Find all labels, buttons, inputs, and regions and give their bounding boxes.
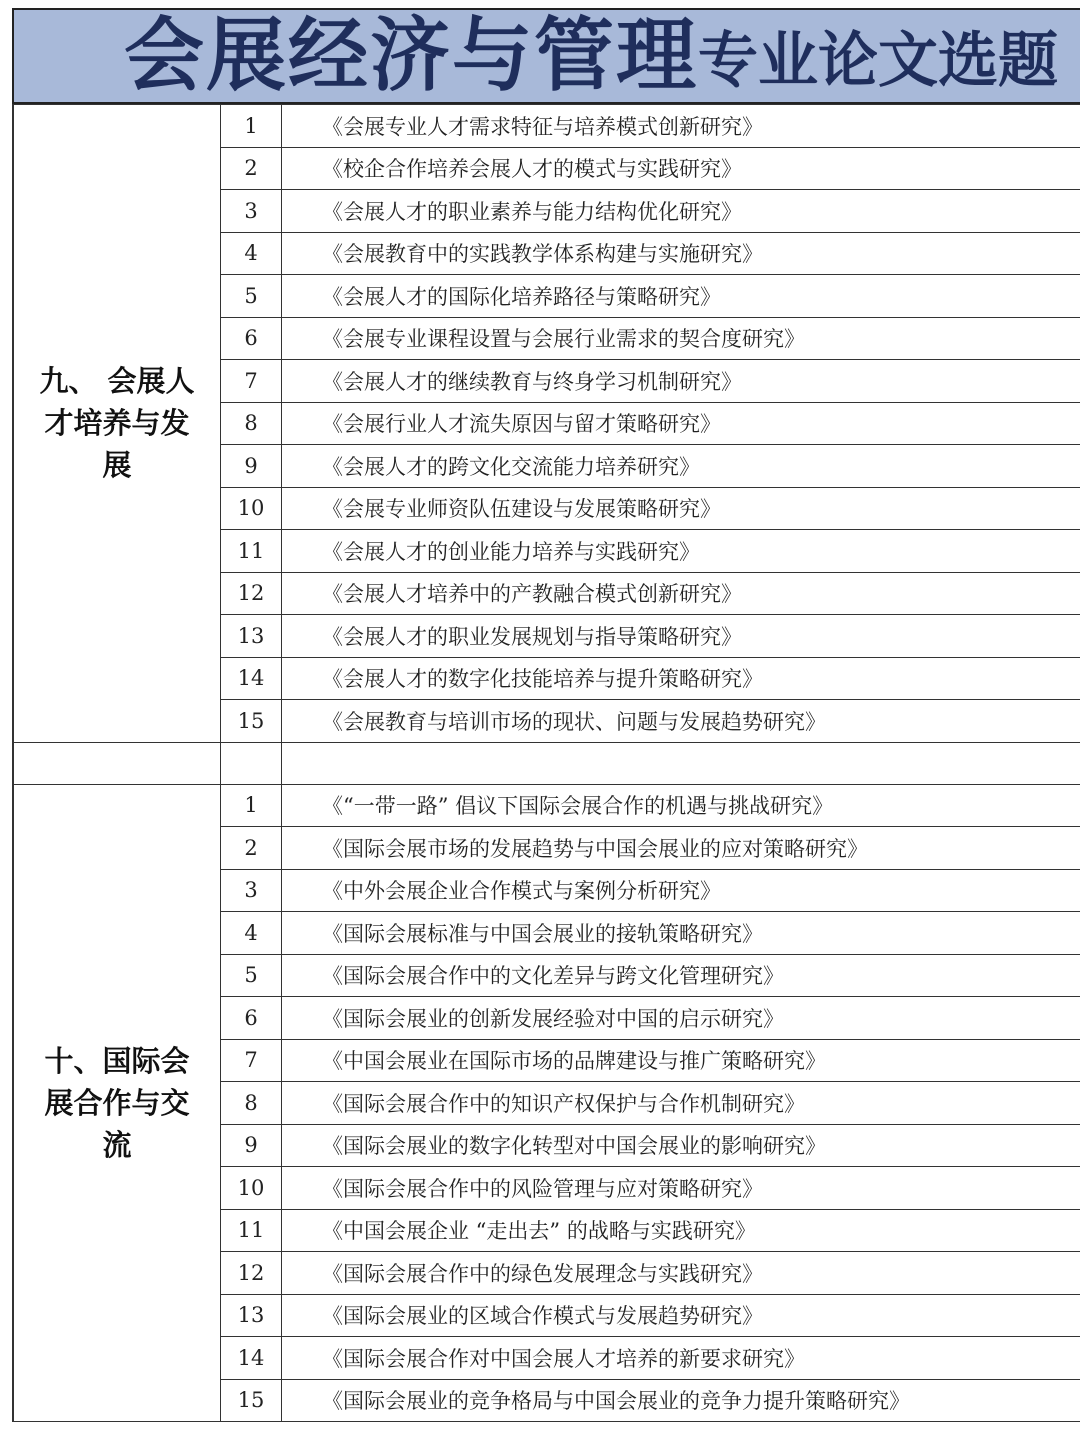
topic-number: 8 [221, 402, 282, 445]
table-row [13, 784, 1080, 827]
topic-number: 2 [221, 147, 282, 190]
topic-number: 2 [221, 827, 282, 870]
topic-title: 《中国会展业在国际市场的品牌建设与推广策略研究》 [282, 1039, 1080, 1082]
topic-title: 《中外会展企业合作模式与案例分析研究》 [282, 869, 1080, 912]
topic-title: 《会展人才培养中的产教融合模式创新研究》 [282, 572, 1080, 615]
topic-title: 《会展人才的职业发展规划与指导策略研究》 [282, 615, 1080, 658]
topic-number: 9 [221, 1124, 282, 1167]
topic-number: 8 [221, 1082, 282, 1125]
topic-number: 14 [221, 1337, 282, 1380]
topic-title: 《国际会展业的数字化转型对中国会展业的影响研究》 [282, 1124, 1080, 1167]
topic-title: 《会展人才的国际化培养路径与策略研究》 [282, 275, 1080, 318]
topic-number: 15 [221, 1379, 282, 1422]
topic-title: 《国际会展市场的发展趋势与中国会展业的应对策略研究》 [282, 827, 1080, 870]
topic-title: 《国际会展合作中的绿色发展理念与实践研究》 [282, 1252, 1080, 1295]
topics-table [12, 104, 1080, 1422]
topic-number: 7 [221, 1039, 282, 1082]
topic-number: 11 [221, 530, 282, 573]
topic-number: 6 [221, 317, 282, 360]
section-category-label: 十、国际会展合作与交流 [44, 1043, 190, 1162]
topic-title: 《国际会展合作中的知识产权保护与合作机制研究》 [282, 1082, 1080, 1125]
page-title-sub: 专业论文选题 [698, 26, 1058, 96]
topic-title: 《会展人才的职业素养与能力结构优化研究》 [282, 190, 1080, 233]
topic-number: 3 [221, 190, 282, 233]
topic-title: 《国际会展合作中的文化差异与跨文化管理研究》 [282, 954, 1080, 997]
title-banner [12, 8, 1080, 104]
topic-title: 《会展教育与培训市场的现状、问题与发展趋势研究》 [282, 700, 1080, 743]
document-sheet [12, 8, 1080, 1422]
topic-title: 《国际会展业的竞争格局与中国会展业的竞争力提升策略研究》 [282, 1379, 1080, 1422]
topic-title: 《中国会展企业 “走出去” 的战略与实践研究》 [282, 1209, 1080, 1252]
topic-title: 《国际会展业的区域合作模式与发展趋势研究》 [282, 1294, 1080, 1337]
topic-number: 5 [221, 954, 282, 997]
topic-number: 13 [221, 615, 282, 658]
topic-title: 《会展人才的创业能力培养与实践研究》 [282, 530, 1080, 573]
topic-number: 7 [221, 360, 282, 403]
topic-number: 1 [221, 784, 282, 827]
empty-cell [282, 742, 1080, 784]
topic-title: 《会展人才的继续教育与终身学习机制研究》 [282, 360, 1080, 403]
topic-title: 《会展人才的数字化技能培养与提升策略研究》 [282, 657, 1080, 700]
topic-number: 12 [221, 572, 282, 615]
topic-number: 5 [221, 275, 282, 318]
topic-title: 《国际会展合作对中国会展人才培养的新要求研究》 [282, 1337, 1080, 1380]
section-category [13, 784, 221, 1422]
empty-cell [221, 742, 282, 784]
page-title-main: 会展经济与管理 [124, 9, 698, 102]
topic-title: 《会展专业课程设置与会展行业需求的契合度研究》 [282, 317, 1080, 360]
topic-number: 4 [221, 912, 282, 955]
topic-number: 11 [221, 1209, 282, 1252]
topic-title: 《“一带一路” 倡议下国际会展合作的机遇与挑战研究》 [282, 784, 1080, 827]
topic-number: 4 [221, 232, 282, 275]
topic-title: 《国际会展业的创新发展经验对中国的启示研究》 [282, 997, 1080, 1040]
topic-title: 《会展行业人才流失原因与留才策略研究》 [282, 402, 1080, 445]
topic-title: 《会展专业人才需求特征与培养模式创新研究》 [282, 105, 1080, 148]
topic-title: 《会展专业师资队伍建设与发展策略研究》 [282, 487, 1080, 530]
topic-number: 14 [221, 657, 282, 700]
empty-cell [13, 742, 221, 784]
topic-number: 10 [221, 1167, 282, 1210]
table-row [13, 105, 1080, 148]
topic-number: 15 [221, 700, 282, 743]
section-category-label: 九、 会展人才培养与发展 [39, 364, 195, 483]
topic-number: 6 [221, 997, 282, 1040]
topic-number: 13 [221, 1294, 282, 1337]
topic-number: 12 [221, 1252, 282, 1295]
topic-title: 《会展人才的跨文化交流能力培养研究》 [282, 445, 1080, 488]
topic-title: 《国际会展合作中的风险管理与应对策略研究》 [282, 1167, 1080, 1210]
topic-number: 9 [221, 445, 282, 488]
spacer-row [13, 742, 1080, 784]
topic-title: 《校企合作培养会展人才的模式与实践研究》 [282, 147, 1080, 190]
topic-number: 1 [221, 105, 282, 148]
topic-title: 《会展教育中的实践教学体系构建与实施研究》 [282, 232, 1080, 275]
section-category [13, 105, 221, 743]
topic-number: 3 [221, 869, 282, 912]
topic-title: 《国际会展标准与中国会展业的接轨策略研究》 [282, 912, 1080, 955]
topic-number: 10 [221, 487, 282, 530]
